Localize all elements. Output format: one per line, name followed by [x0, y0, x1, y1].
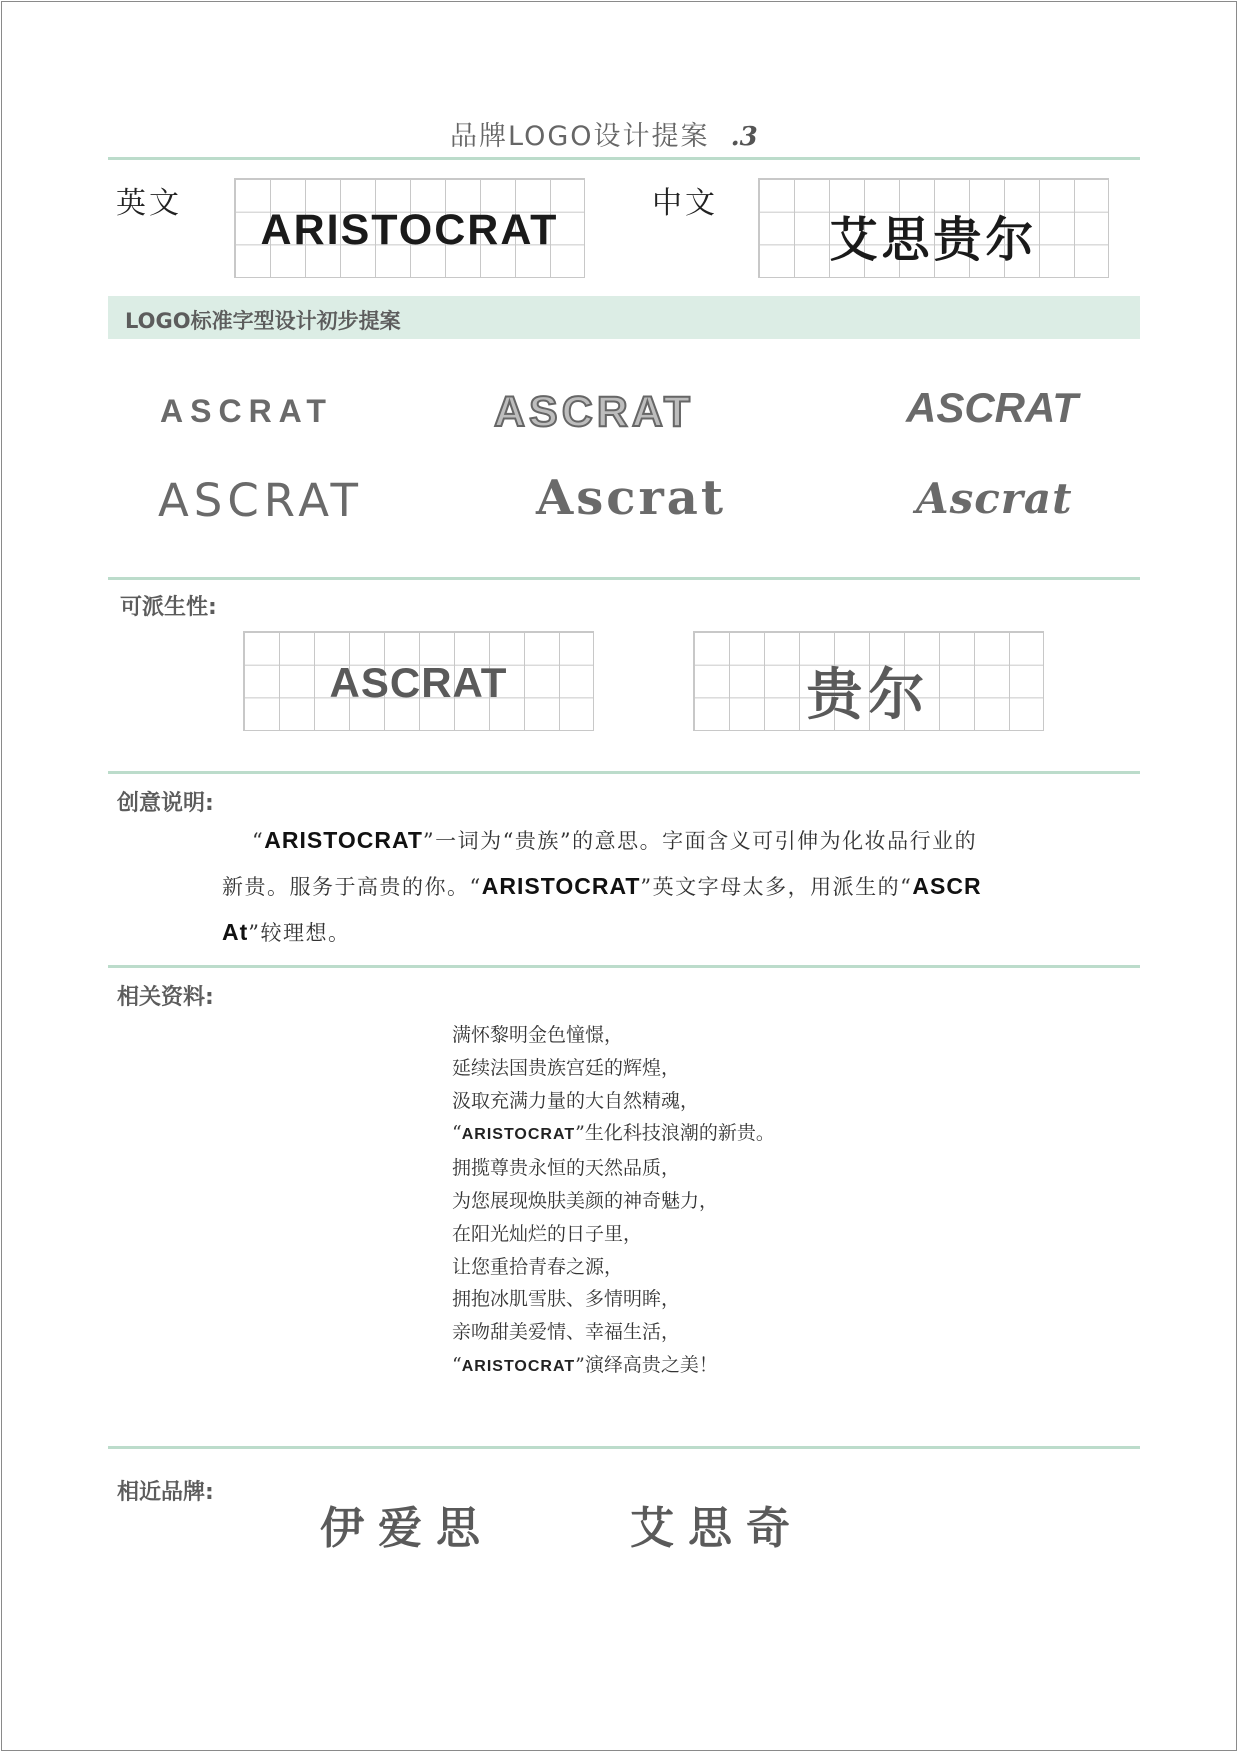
poem-line-8: 让您重拾青春之源， [452, 1255, 624, 1278]
derivative-chinese-grid [693, 631, 1044, 731]
typeface-variant-2: ASCRAT [494, 388, 694, 436]
related-poem [452, 1019, 775, 1384]
page-header [450, 114, 758, 153]
english-name: ARISTOCRAT [260, 206, 559, 254]
poem-line-6: 为您展现焕肤美颜的神奇魅力， [452, 1189, 719, 1212]
page-title: 品牌LOGO设计提案 [450, 121, 710, 152]
typeface-variant-1: ASCRAT [160, 393, 333, 429]
section-rule-4 [108, 1446, 1140, 1449]
creative-line-3: At”较理想。 [222, 919, 351, 945]
english-name-grid [234, 178, 585, 278]
similar-brand-2: 艾思奇 [630, 1503, 804, 1554]
typeface-variant-3: ASCRAT [906, 384, 1078, 431]
creative-description [222, 818, 1122, 956]
typeface-section-band [108, 296, 1140, 339]
derivative-chinese: 贵尔 [806, 662, 931, 728]
poem-line-9: 拥抱冰肌雪肤、多情明眸， [452, 1288, 681, 1311]
section-rule-1 [108, 577, 1140, 580]
creative-line-2: 新贵。服务于高贵的你。“ARISTOCRAT”英文字母太多，用派生的“ASCR [222, 873, 982, 899]
chinese-name-grid [758, 178, 1109, 278]
similar-brand-1: 伊爱思 [320, 1503, 494, 1554]
derivative-label: 可派生性: [120, 595, 217, 620]
similar-label: 相近品牌: [117, 1480, 214, 1505]
typeface-variant-5: Ascrat [536, 470, 727, 526]
poem-line-10: 亲吻甜美爱情、幸福生活， [452, 1321, 681, 1344]
poem-line-1: 满怀黎明金色憧憬， [452, 1024, 624, 1046]
related-label: 相关资料: [117, 985, 214, 1010]
derivative-english-grid [243, 631, 594, 731]
creative-line-1: “ARISTOCRAT”一词为“贵族”的意思。字面含义可引伸为化妆品行业的 [252, 827, 978, 853]
poem-line-5: 拥揽尊贵永恒的天然品质， [452, 1157, 681, 1180]
page-number: .3 [730, 122, 758, 152]
chinese-label: 中文 [652, 186, 718, 221]
chinese-name: 艾思贵尔 [829, 212, 1038, 268]
poem-line-7: 在阳光灿烂的日子里， [452, 1222, 643, 1245]
poem-line-4: “ARISTOCRAT”生化科技浪潮的新贵。 [452, 1122, 775, 1145]
typeface-variant-6: Ascrat [916, 474, 1073, 523]
section-rule-3 [108, 965, 1140, 968]
poem-line-3: 汲取充满力量的大自然精魂， [452, 1089, 700, 1112]
typeface-section-title: LOGO标准字型设计初步提案 [125, 309, 401, 333]
poem-line-2: 延续法国贵族宫廷的辉煌， [452, 1056, 681, 1079]
section-rule-2 [108, 771, 1140, 774]
english-label: 英文 [116, 186, 182, 221]
poem-line-11: “ARISTOCRAT”演绎高贵之美！ [452, 1353, 718, 1376]
creative-label: 创意说明: [117, 791, 214, 816]
derivative-english: ASCRAT [329, 659, 508, 706]
header-rule [108, 157, 1140, 160]
typeface-variant-4: ASCRAT [158, 474, 363, 527]
